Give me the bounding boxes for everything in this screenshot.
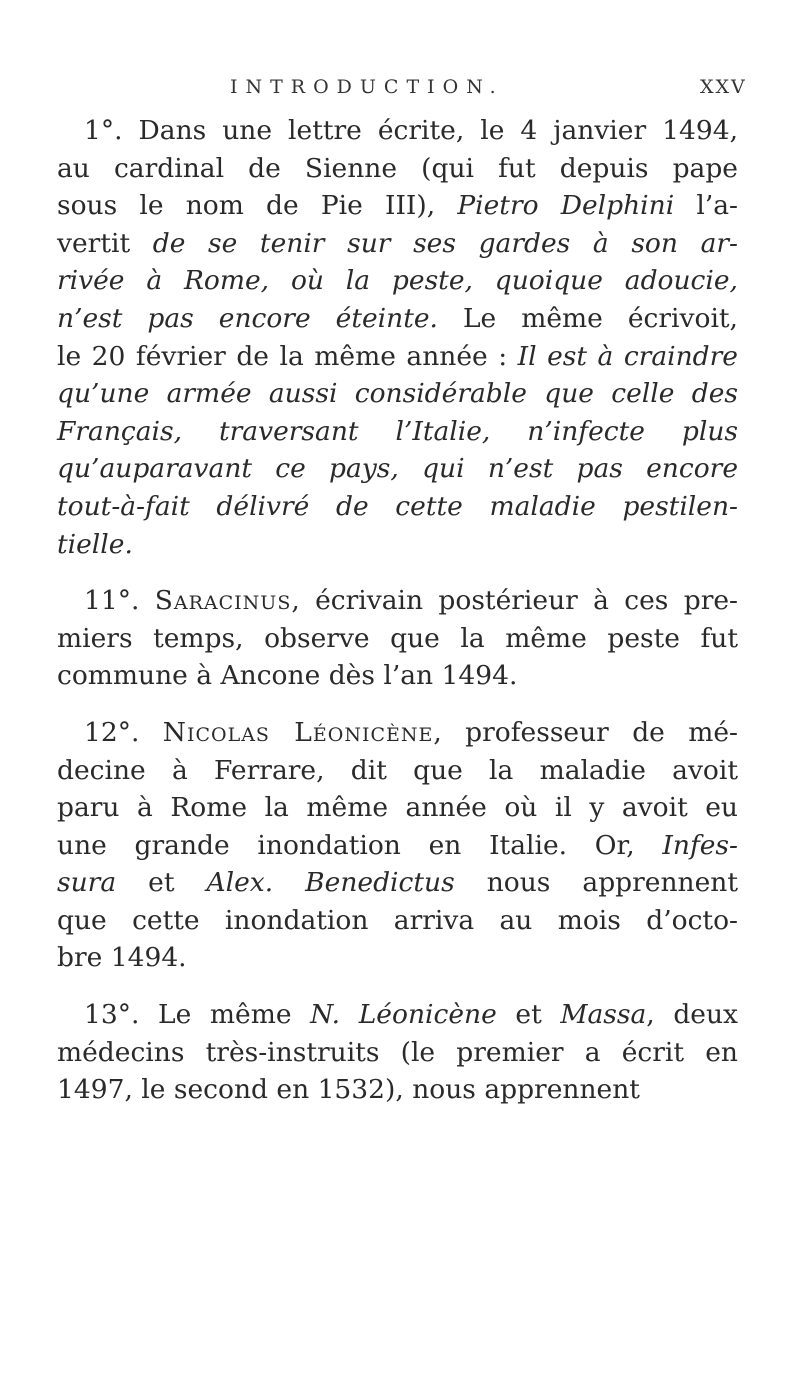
running-head: [0, 76, 801, 106]
text-line: [57, 1034, 738, 1072]
text-run: 1°. Dans une lettre écrite, le 4 janvier 1494,: [84, 115, 738, 146]
text-line: [57, 939, 738, 977]
text-run: médecins très-instruits (le premier a écrit en: [57, 1036, 738, 1068]
italic-run: Infes-: [662, 829, 738, 861]
text-run: l’a-: [674, 190, 739, 222]
text-run: bre 1494.: [57, 942, 187, 974]
text-run: 11°.: [84, 585, 155, 617]
italic-run: qu’une armée aussi considérable que celle des: [57, 378, 738, 410]
text-run: et: [496, 999, 561, 1031]
text-line: [57, 150, 738, 188]
text-run: au cardinal de Sienne (qui fut depuis pape: [57, 152, 738, 184]
text-run: paru à Rome la même année où il y avoit eu: [57, 792, 738, 824]
text-line: [57, 620, 738, 658]
text-run: vertit: [57, 227, 153, 259]
text-line: [57, 1071, 738, 1109]
text-line: [57, 413, 738, 451]
text-line: [57, 262, 738, 300]
text-line: [57, 789, 738, 827]
text-line: [57, 582, 738, 620]
text-run: 1497, le second en 1532), nous apprennent: [57, 1074, 640, 1106]
text-line: [57, 827, 738, 865]
paragraph-gap: [57, 977, 738, 996]
italic-run: N. Léonicène: [310, 999, 497, 1031]
text-line: [57, 187, 738, 225]
text-line: [57, 714, 738, 752]
italic-run: qu’auparavant ce pays, qui n’est pas encore: [57, 453, 738, 485]
text-run: decine à Ferrare, dit que la maladie avoit: [57, 754, 738, 786]
italic-run: sura: [57, 867, 117, 899]
italic-run: tout-à-fait délivré de cette maladie pestilen-: [57, 490, 738, 522]
italic-run: rivée à Rome, où la peste, quoique adoucie,: [57, 265, 738, 297]
page-number: XXV: [700, 76, 747, 98]
italic-run: Pietro Delphini: [457, 190, 675, 222]
italic-run: tielle.: [57, 528, 133, 560]
italic-run: n’est pas encore éteinte.: [57, 302, 438, 334]
text-run: et: [116, 867, 207, 899]
italic-run: Massa: [560, 999, 647, 1031]
running-title: INTRODUCTION.: [230, 76, 504, 98]
text-line: [57, 300, 738, 338]
italic-run: Français, traversant l’Italie, n’infecte plus: [57, 415, 738, 447]
text-line: [57, 112, 738, 150]
text-line: [57, 902, 738, 940]
text-run: une grande inondation en Italie. Or,: [57, 829, 663, 861]
text-line: [57, 338, 738, 376]
text-line: [57, 526, 738, 564]
text-line: [57, 450, 738, 488]
body-text: [57, 112, 738, 1109]
text-run: Le même écrivoit,: [437, 302, 738, 334]
text-line: [57, 864, 738, 902]
text-run: 12°.: [84, 716, 163, 748]
text-run: 13°. Le même: [84, 999, 311, 1031]
text-run: miers temps, observe que la même peste fut: [57, 622, 738, 654]
italic-run: Alex. Benedictus: [206, 867, 455, 899]
text-line: [57, 225, 738, 263]
text-line: [57, 375, 738, 413]
text-run: que cette inondation arriva au mois d’octo-: [57, 904, 738, 936]
text-run: , professeur de mé-: [433, 716, 738, 748]
paragraph-p10: [57, 112, 738, 563]
text-run: le 20 février de la même année :: [57, 340, 518, 372]
text-run: , deux: [646, 999, 738, 1031]
text-run: nous apprennent: [454, 867, 739, 899]
paragraph-gap: [57, 563, 738, 582]
italic-run: Il est à craindre: [517, 340, 738, 372]
paragraph-p12: [57, 714, 738, 977]
paragraph-p13: [57, 996, 738, 1109]
small-caps-name: Saracinus: [154, 585, 292, 617]
text-line: [57, 488, 738, 526]
paragraph-p11: [57, 582, 738, 695]
paragraph-gap: [57, 695, 738, 714]
text-run: , écrivain postérieur à ces pre-: [291, 585, 738, 617]
text-line: [57, 996, 738, 1034]
text-line: [57, 657, 738, 695]
italic-run: de se tenir sur ses gardes à son ar-: [152, 227, 738, 259]
text-run: commune à Ancone dès l’an 1494.: [57, 660, 518, 692]
text-line: [57, 752, 738, 790]
small-caps-name: Nicolas Léonicène: [162, 716, 434, 748]
text-run: sous le nom de Pie III),: [57, 190, 458, 222]
